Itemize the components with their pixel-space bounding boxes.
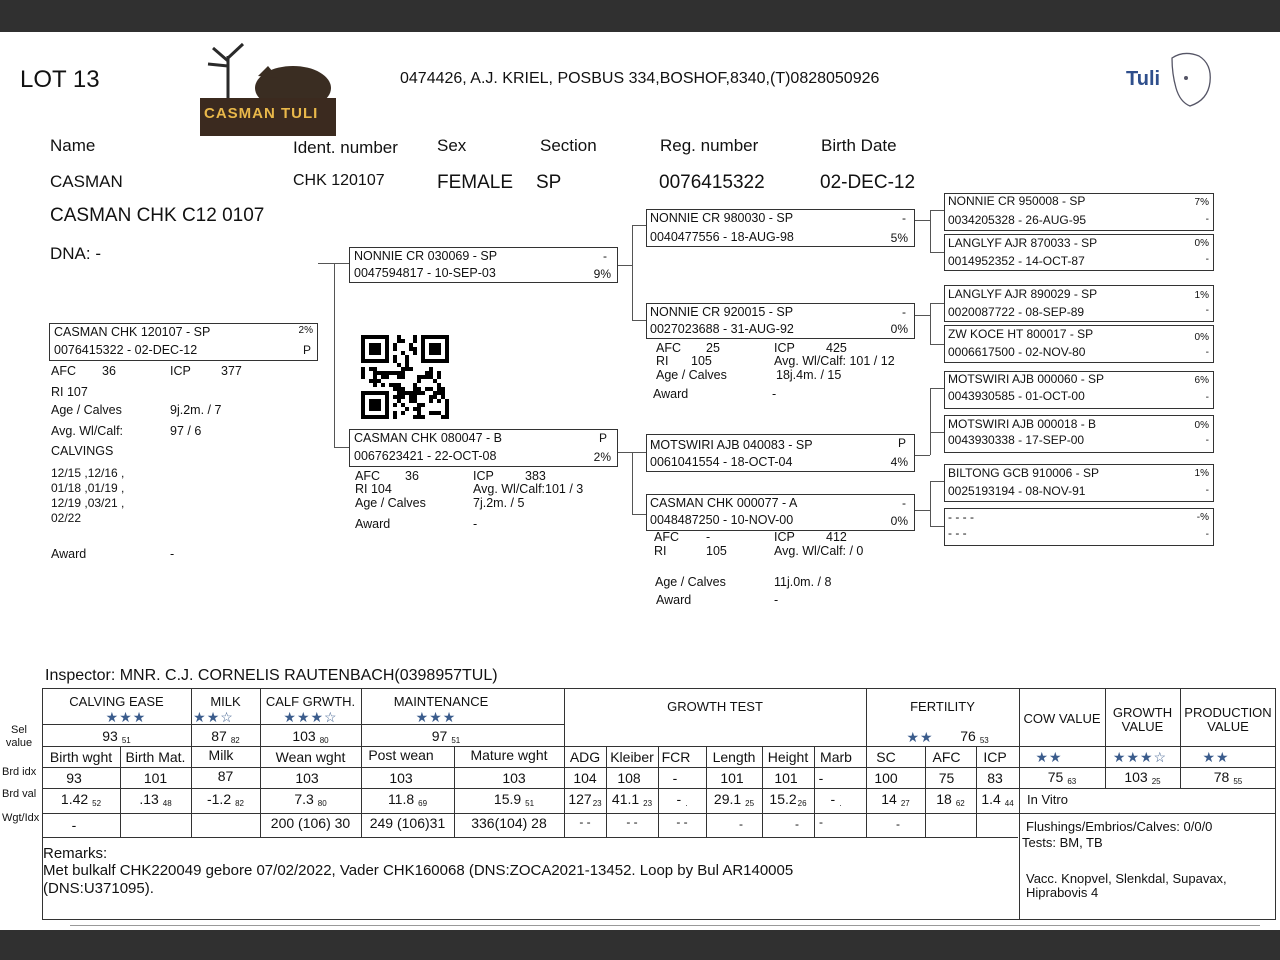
casman-tuli-logo (198, 36, 338, 136)
dam-ri: RI 104 (355, 482, 392, 496)
connector (915, 455, 930, 456)
idx-cell: 83 (987, 770, 1003, 786)
connector (318, 263, 334, 264)
dd-age-label: Age / Calves (655, 575, 726, 589)
val-cell: 29.1 (713, 791, 742, 807)
ds-flag: P (897, 436, 906, 450)
owner-line: 0474426, A.J. KRIEL, POSBUS 334,BOSHOF,8340,(T)0828050926 (400, 70, 880, 87)
connector (632, 225, 633, 321)
self-title: CASMAN CHK 120107 - SP (54, 325, 211, 339)
sd-reg: 0027023688 - 31-AUG-92 (650, 322, 794, 336)
val-acc: 44 (1004, 799, 1014, 808)
row-label-brd-idx: Brd idx (2, 766, 37, 778)
calvings-line: 01/18 ,01/19 , (51, 481, 125, 495)
self-icp: 377 (221, 364, 242, 378)
col-adg: ADG (569, 749, 601, 765)
val-cell: 15.9 (493, 791, 522, 807)
idx-cell: 101 (774, 770, 798, 786)
sd-afc-label: AFC (656, 341, 681, 355)
connector (334, 263, 350, 264)
val-acc: 27 (900, 799, 910, 808)
val-acc: . (685, 799, 688, 808)
top-bar (0, 0, 1280, 32)
prod-stars: ★★ (1202, 749, 1230, 765)
wgt-wean: 200 (106) 30 (270, 815, 351, 831)
sd-wl: Avg. Wl/Calf: 101 / 12 (774, 354, 895, 368)
grid-line (42, 837, 1018, 838)
idx-cell: 101 (720, 770, 744, 786)
dam-icp-label: ICP (473, 469, 494, 483)
ss-pct: 5% (890, 231, 908, 245)
col-kleiber: Kleiber (610, 749, 654, 765)
self-wl: 97 / 6 (170, 424, 202, 438)
gg-box-8 (944, 508, 1214, 546)
gg-reg: 0006617500 - 02-NOV-80 (948, 345, 1086, 359)
vaccination-line: Hiprabovis 4 (1026, 885, 1099, 900)
val-cell: 11.8 (387, 791, 415, 807)
birth-label: Birth Date (821, 136, 897, 155)
connector (915, 315, 930, 316)
val-cell: 14 (881, 791, 897, 807)
idx-cell: 100 (874, 770, 898, 786)
dam-sire-box (646, 434, 915, 472)
connector (334, 263, 335, 447)
col-post-wean: Post wean (368, 747, 434, 763)
gg-title: LANGLYF AJR 870033 - SP (948, 236, 1098, 250)
connector (930, 344, 945, 345)
dd-wl: Avg. Wl/Calf: / 0 (774, 544, 864, 558)
dam-title: CASMAN CHK 080047 - B (354, 431, 502, 445)
self-award-label: Award (51, 547, 87, 561)
dam-afc-label: AFC (355, 469, 380, 483)
sire-pct: 9% (593, 267, 611, 281)
animal-birth: 02-DEC-12 (820, 172, 916, 193)
dam-reg: 0067623421 - 22-OCT-08 (354, 449, 497, 463)
animal-sex: FEMALE (437, 172, 514, 193)
growth-value-stars: ★★★☆ (1112, 749, 1168, 765)
gg-reg: 0043930585 - 01-OCT-00 (948, 389, 1085, 403)
ds-pct: 4% (890, 455, 908, 469)
maint-stars: ★★★ (415, 709, 457, 725)
idx-cell: 108 (617, 770, 641, 786)
ss-title: NONNIE CR 980030 - SP (650, 211, 794, 225)
connector (930, 303, 945, 304)
self-afc-label: AFC (51, 364, 76, 378)
calvings-line: 12/15 ,12/16 , (51, 466, 125, 480)
gg-pct: 1% (1194, 290, 1209, 301)
dam-wl: Avg. Wl/Calf:101 / 3 (473, 482, 584, 496)
calving-stars: ★★★ (105, 709, 147, 725)
dd-age: 11j.0m. / 8 (774, 575, 832, 589)
self-wl-label: Avg. Wl/Calf: (51, 424, 124, 438)
sel-maint: 97 (431, 728, 448, 744)
self-award: - (170, 547, 175, 561)
sel-milk: 87 (211, 728, 227, 744)
group-production-value-2: VALUE (1207, 719, 1249, 734)
val-acc: 23 (643, 799, 653, 808)
idx-cell: - (672, 770, 678, 786)
tuli-brand-logo (1124, 48, 1216, 112)
dd-icp-label: ICP (774, 530, 795, 544)
group-maintenance: MAINTENANCE (393, 694, 489, 709)
dam-age: 7j.2m. / 5 (473, 496, 525, 510)
val-acc: 25 (745, 799, 755, 808)
idx-cell: 93 (66, 770, 82, 786)
section-label: Section (540, 136, 597, 155)
sel-fert-sub: 53 (979, 736, 989, 745)
col-icp: ICP (983, 749, 1007, 765)
row-label-sel: Sel value (5, 724, 33, 749)
connector (930, 210, 931, 252)
connector (930, 303, 931, 344)
animal-reg: 0076415322 (659, 172, 765, 193)
sd-age-label: Age / Calves (656, 368, 727, 382)
self-icp-label: ICP (170, 364, 191, 378)
remarks-label: Remarks: (43, 845, 108, 862)
dam-age-label: Age / Calves (355, 496, 426, 510)
connector (915, 510, 930, 511)
sel-calving-sub: 51 (121, 736, 131, 745)
connector (930, 526, 945, 527)
val-cell: .13 (139, 791, 159, 807)
idx-cell: - (818, 770, 824, 786)
wgt-cell: - (71, 817, 77, 833)
grid-line (42, 788, 1276, 789)
sd-age: 18j.4m. / 15 (776, 368, 842, 382)
cow-value-sub: 63 (1067, 777, 1077, 786)
sd-afc: 25 (706, 341, 720, 355)
dd-ri: 105 (706, 544, 727, 558)
animal-section: SP (536, 172, 562, 193)
production-value-sub: 55 (1233, 777, 1243, 786)
gg-title: - - - - (948, 510, 974, 524)
idx-cell: 103 (389, 770, 413, 786)
gg-reg: - - - (948, 526, 967, 540)
wgt-cell: - (795, 817, 799, 831)
sd-pct: 0% (890, 322, 908, 336)
idx-cell: 87 (217, 768, 234, 784)
wgt-cell: - - (579, 815, 591, 829)
group-growth-test: GROWTH TEST (667, 699, 763, 714)
connector (915, 220, 930, 221)
gg-pct: 1% (1194, 468, 1209, 479)
dd-ri-label: RI (654, 544, 667, 558)
gg-pct: 7% (1194, 197, 1209, 208)
wgt-mature: 336(104) 28 (471, 815, 547, 831)
gg-flag: - (1205, 435, 1209, 446)
gg-box-7 (944, 464, 1214, 502)
wgt-cell: - (739, 817, 743, 831)
gg-box-2 (944, 234, 1214, 271)
dd-award: - (774, 593, 779, 607)
vaccination-line: Vacc. Knopvel, Slenkdal, Supavax, (1026, 871, 1227, 886)
val-acc: 23 (592, 799, 602, 808)
connector (930, 388, 945, 389)
dd-award-label: Award (656, 593, 692, 607)
sd-title: NONNIE CR 920015 - SP (650, 305, 794, 319)
sd-ri: 105 (691, 354, 712, 368)
sd-icp-label: ICP (774, 341, 795, 355)
gg-title: NONNIE CR 950008 - SP (948, 194, 1086, 208)
idx-cell: 101 (143, 770, 168, 786)
wgt-post-wean: 249 (106)31 (369, 815, 446, 831)
col-mature-weight: Mature wght (470, 747, 548, 763)
footer-rule (70, 925, 1260, 926)
gg-reg: 0020087722 - 08-SEP-89 (948, 305, 1085, 319)
val-acc: 51 (525, 799, 535, 808)
group-milk: MILK (210, 694, 241, 709)
calvings-label: CALVINGS (51, 444, 114, 458)
sire-box (349, 247, 618, 283)
gg-title: BILTONG GCB 910006 - SP (948, 466, 1099, 480)
connector (930, 388, 931, 455)
grid-line (42, 813, 1276, 814)
dam-dam-box (646, 494, 915, 531)
dam-award: - (473, 517, 478, 531)
sd-award-label: Award (653, 387, 689, 401)
group-growth-value-2: VALUE (1121, 719, 1164, 734)
growth-value-sub: 25 (1151, 777, 1161, 786)
sd-ri-label: RI (656, 354, 669, 368)
dna: DNA: - (50, 244, 101, 263)
col-length: Length (712, 749, 756, 765)
cow-value: 75 (1047, 769, 1064, 785)
dam-box (349, 429, 618, 467)
val-cell: 1.4 (981, 791, 1001, 807)
dd-afc: - (706, 530, 711, 544)
dd-icp: 412 (826, 530, 847, 544)
dam-pct: 2% (593, 450, 611, 464)
sire-dam-box (646, 303, 915, 339)
sel-calving: 93 (102, 728, 118, 744)
idx-cell: 103 (295, 770, 319, 786)
val-acc: 26 (797, 799, 807, 808)
col-birth-maternal: Birth Mat. (125, 749, 186, 765)
self-age: 9j.2m. / 7 (170, 403, 222, 417)
connector (618, 452, 632, 453)
fert-stars: ★★ (906, 729, 934, 745)
gg-pct: 0% (1194, 238, 1209, 249)
idx-cell: 104 (573, 770, 597, 786)
wgt-cell: - - (676, 815, 688, 829)
connector (930, 481, 931, 526)
gg-pct: -% (1196, 512, 1209, 523)
gg-pct: 6% (1194, 375, 1209, 386)
val-cell: 15.2 (769, 791, 797, 807)
ds-title: MOTSWIRI AJB 040083 - SP (650, 438, 813, 452)
idx-cell: 103 (502, 770, 526, 786)
val-cell: - (676, 791, 682, 807)
gg-flag: - (1205, 305, 1209, 316)
tests: Tests: BM, TB (1022, 835, 1103, 850)
gg-pct: 0% (1194, 420, 1209, 431)
val-cell: -1.2 (206, 791, 232, 807)
idx-cell: 75 (938, 770, 955, 786)
self-ri: RI 107 (51, 385, 88, 399)
val-cell: 1.42 (60, 791, 89, 807)
gg-flag: - (1205, 347, 1209, 358)
wgt-cell: - - (626, 815, 638, 829)
sel-fert: 76 (960, 728, 976, 744)
gg-reg: 0025193194 - 08-NOV-91 (948, 484, 1086, 498)
val-cell: 41.1 (611, 791, 640, 807)
connector (632, 225, 647, 226)
val-acc: 80 (317, 799, 327, 808)
ds-reg: 0061041554 - 18-OCT-04 (650, 455, 793, 469)
self-flag: P (302, 343, 311, 357)
col-birth-weight: Birth wght (49, 749, 113, 765)
in-vitro: In Vitro (1027, 792, 1068, 807)
gg-reg: 0034205328 - 26-AUG-95 (948, 213, 1087, 227)
val-cell: 7.3 (294, 791, 314, 807)
sd-award: - (772, 387, 777, 401)
connector (334, 447, 350, 448)
val-acc: . (839, 799, 842, 808)
gg-box-6 (944, 415, 1214, 453)
tuli-wordmark: Tuli (1126, 68, 1161, 90)
group-fertility: FERTILITY (910, 699, 975, 714)
dam-afc: 36 (405, 469, 419, 483)
connector (930, 432, 945, 433)
gg-pct: 0% (1194, 332, 1209, 343)
calvings-line: 02/22 (51, 511, 82, 525)
dam-icp: 383 (525, 469, 546, 483)
col-sc: SC (876, 749, 896, 765)
connector (930, 252, 945, 253)
gg-box-4 (944, 325, 1214, 363)
val-acc: 48 (162, 799, 172, 808)
col-marb: Marb (820, 749, 852, 765)
gg-title: MOTSWIRI AJB 000018 - B (948, 417, 1097, 431)
sel-calf: 103 (292, 728, 316, 744)
sex-label: Sex (437, 136, 467, 155)
group-calving-ease: CALVING EASE (69, 694, 164, 709)
col-fcr: FCR (661, 749, 691, 765)
gg-title: LANGLYF AJR 890029 - SP (948, 287, 1098, 301)
dd-title: CASMAN CHK 000077 - A (650, 496, 798, 510)
col-height: Height (767, 749, 809, 765)
milk-stars: ★★☆ (193, 709, 234, 725)
connector (930, 210, 945, 211)
qr-code (361, 335, 449, 419)
val-acc: 62 (955, 799, 965, 808)
col-afc: AFC (932, 749, 961, 765)
dd-afc-label: AFC (654, 530, 679, 544)
gg-title: MOTSWIRI AJB 000060 - SP (948, 372, 1105, 386)
logo-text: CASMAN TULI (204, 105, 319, 122)
inspector: Inspector: MNR. C.J. CORNELIS RAUTENBACH(0398957TUL) (45, 667, 498, 684)
gg-reg: 0043930338 - 17-SEP-00 (948, 433, 1085, 447)
col-milk: Milk (208, 747, 234, 763)
self-pct: 2% (298, 325, 313, 336)
production-value: 78 (1213, 769, 1230, 785)
self-age-label: Age / Calves (51, 403, 122, 417)
sire-title: NONNIE CR 030069 - SP (354, 249, 498, 263)
sel-maint-sub: 51 (451, 736, 461, 745)
animal-name: CASMAN (50, 172, 123, 191)
connector (618, 265, 632, 266)
cow-stars: ★★ (1035, 749, 1063, 765)
row-label-brd-val: Brd val (2, 788, 37, 800)
gg-reg: 0014952352 - 14-OCT-87 (948, 254, 1085, 268)
dd-pct: 0% (890, 514, 908, 528)
ss-reg: 0040477556 - 18-AUG-98 (650, 230, 794, 244)
group-growth-value: GROWTH (1112, 705, 1173, 720)
val-acc: 52 (92, 799, 102, 808)
gg-flag: - (1205, 214, 1209, 225)
gg-flag: - (1205, 485, 1209, 496)
ss-flag: - (902, 211, 906, 225)
val-acc: 69 (418, 799, 428, 808)
gg-flag: - (1205, 392, 1209, 403)
self-reg: 0076415322 - 02-DEC-12 (54, 343, 198, 357)
wgt-cell: - (819, 815, 823, 829)
sel-milk-sub: 82 (230, 736, 240, 745)
wgt-cell: - (896, 817, 900, 831)
lot-number: LOT 13 (20, 66, 100, 93)
connector (632, 320, 647, 321)
name-label: Name (50, 136, 96, 155)
row-label-wgt: Wgt/Idx (2, 812, 40, 824)
growth-value: 103 (1124, 769, 1148, 785)
bottom-bar (0, 930, 1280, 960)
sire-reg: 0047594817 - 10-SEP-03 (354, 266, 496, 280)
dam-flag: P (598, 431, 607, 445)
gg-flag: - (1205, 529, 1209, 540)
calf-stars: ★★★☆ (283, 709, 338, 725)
gg-title: ZW KOCE HT 800017 - SP (948, 327, 1094, 341)
val-acc: 82 (235, 799, 245, 808)
val-cell: - (830, 791, 836, 807)
self-pedigree-box (49, 323, 318, 361)
gg-flag: - (1205, 254, 1209, 265)
connector (632, 452, 647, 453)
sire-flag: - (603, 249, 607, 263)
calvings-line: 12/19 ,03/21 , (51, 496, 125, 510)
flushings: Flushings/Embrios/Calves: 0/0/0 (1026, 819, 1213, 834)
full-name: CASMAN CHK C12 0107 (50, 205, 265, 226)
animal-ident: CHK 120107 (293, 172, 385, 189)
col-wean-weight: Wean wght (275, 749, 346, 765)
connector (930, 481, 945, 482)
dd-flag: - (902, 496, 906, 510)
val-cell: 18 (936, 791, 952, 807)
group-production-value: PRODUCTION (1184, 705, 1272, 720)
sd-icp: 425 (826, 341, 847, 355)
remarks-line: (DNS:U371095). (43, 880, 154, 897)
connector (632, 452, 633, 514)
gg-box-1 (944, 193, 1214, 231)
gg-box-3 (944, 285, 1214, 322)
sd-flag: - (902, 305, 906, 319)
gg-box-5 (944, 371, 1214, 409)
ident-label: Ident. number (293, 138, 398, 157)
dd-reg: 0048487250 - 10-NOV-00 (650, 513, 794, 527)
reg-label: Reg. number (660, 136, 759, 155)
group-calf-growth: CALF GRWTH. (265, 694, 356, 709)
remarks-line: Met bulkalf CHK220049 gebore 07/02/2022, Vader CHK160068 (DNS:ZOCA2021-13452. Loop by Bul AR140005 (43, 862, 794, 879)
connector (632, 514, 647, 515)
val-cell: 127 (568, 791, 592, 807)
sire-sire-box (646, 209, 915, 247)
sel-calf-sub: 80 (319, 736, 329, 745)
group-cow-value: COW VALUE (1023, 711, 1101, 726)
self-afc: 36 (102, 364, 116, 378)
dam-award-label: Award (355, 517, 391, 531)
